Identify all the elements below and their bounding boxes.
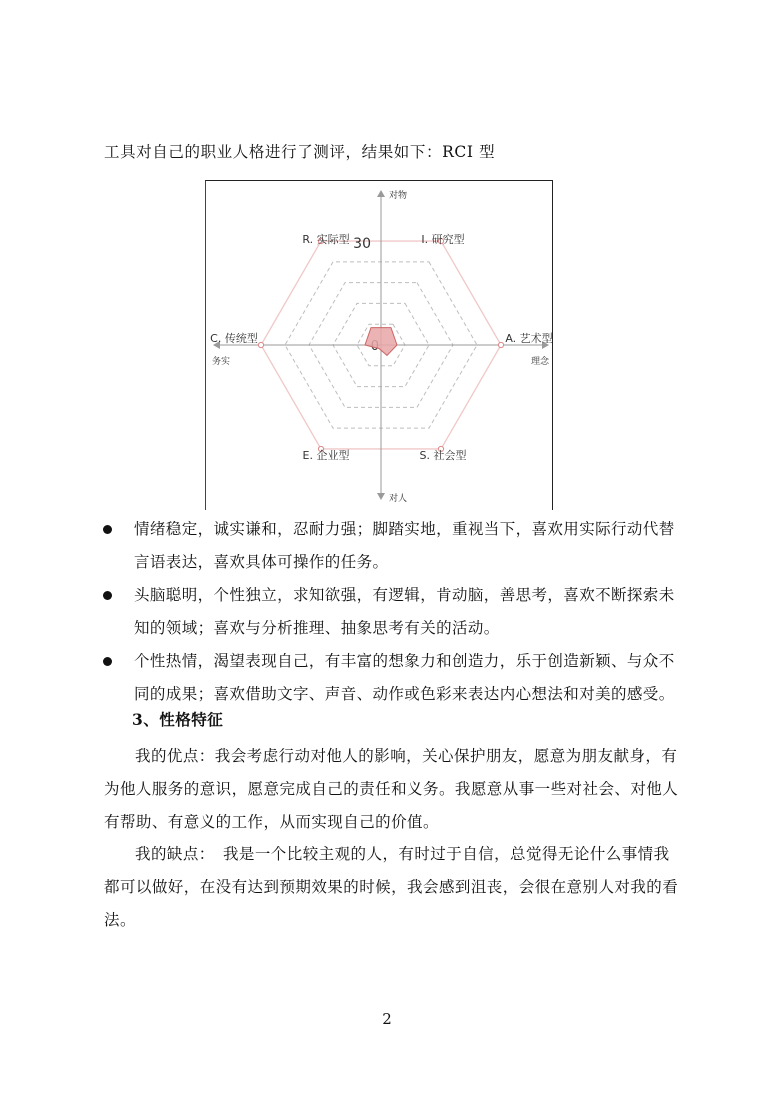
axis-label: A. 艺术型 bbox=[505, 332, 553, 345]
list-item bbox=[104, 513, 684, 579]
list-item bbox=[104, 645, 684, 711]
axis-label: E. 企业型 bbox=[302, 449, 350, 462]
bullet-icon bbox=[103, 591, 112, 600]
scale-label: 30 bbox=[353, 236, 371, 252]
paragraph-strengths: 我的优点：我会考虑行动对他人的影响，关心保护朋友，愿意为朋友献身，有为他人服务的意识，愿意完成自己的责任和义务。我愿意从事一些对社会、对他人 有帮助、有意义的工作，从而实现自己的价值。 bbox=[104, 747, 679, 831]
arrow-up-icon bbox=[377, 190, 385, 197]
direction-label: 理念 bbox=[531, 357, 550, 367]
vertex-marker bbox=[498, 342, 503, 347]
bullet-text: 个性热情，渴望表现自己，有丰富的想象力和创造力，乐于创造新颖、与众不同的成果；喜欢借助文字、声音、动作或色彩来表达内心想法和对美的感受。 bbox=[134, 652, 675, 703]
intro-text: 工具对自己的职业人格进行了测评，结果如下：RCI 型 bbox=[104, 143, 496, 161]
page-number: 2 bbox=[382, 1010, 392, 1028]
section-title: 3、性格特征 bbox=[132, 710, 224, 729]
bullet-text: 头脑聪明，个性独立，求知欲强，有逻辑，肯动脑，善思考，喜欢不断探索未知的领域；喜欢与分析推理、抽象思考有关的活动。 bbox=[134, 586, 675, 637]
axis-label: R. 实际型 bbox=[302, 233, 350, 246]
vertex-marker bbox=[258, 342, 263, 347]
paragraph-weaknesses: 我的缺点： 我是一个比较主观的人，有时过于自信，总觉得无论什么事情我都可以做好，在没有达到预期效果的时候，我会感到沮丧，会很在意别人对我的看法。 bbox=[104, 845, 679, 929]
axis-label: C. 传统型 bbox=[210, 332, 258, 345]
list-item bbox=[104, 579, 684, 645]
axis-label: I. 研究型 bbox=[421, 233, 465, 246]
bullet-icon bbox=[103, 525, 112, 534]
arrow-down-icon bbox=[377, 493, 385, 500]
radar-chart-svg bbox=[206, 181, 554, 511]
radar-chart bbox=[205, 180, 553, 510]
direction-label: 对物 bbox=[389, 191, 408, 201]
bullet-text: 情绪稳定，诚实谦和，忍耐力强；脚踏实地，重视当下，喜欢用实际行动代替言语表达，喜欢具体可操作的任务。 bbox=[134, 520, 675, 571]
direction-label: 对人 bbox=[389, 494, 408, 504]
axis-label: S. 社会型 bbox=[419, 449, 467, 462]
bullet-icon bbox=[103, 657, 112, 666]
direction-label: 务实 bbox=[212, 357, 231, 367]
